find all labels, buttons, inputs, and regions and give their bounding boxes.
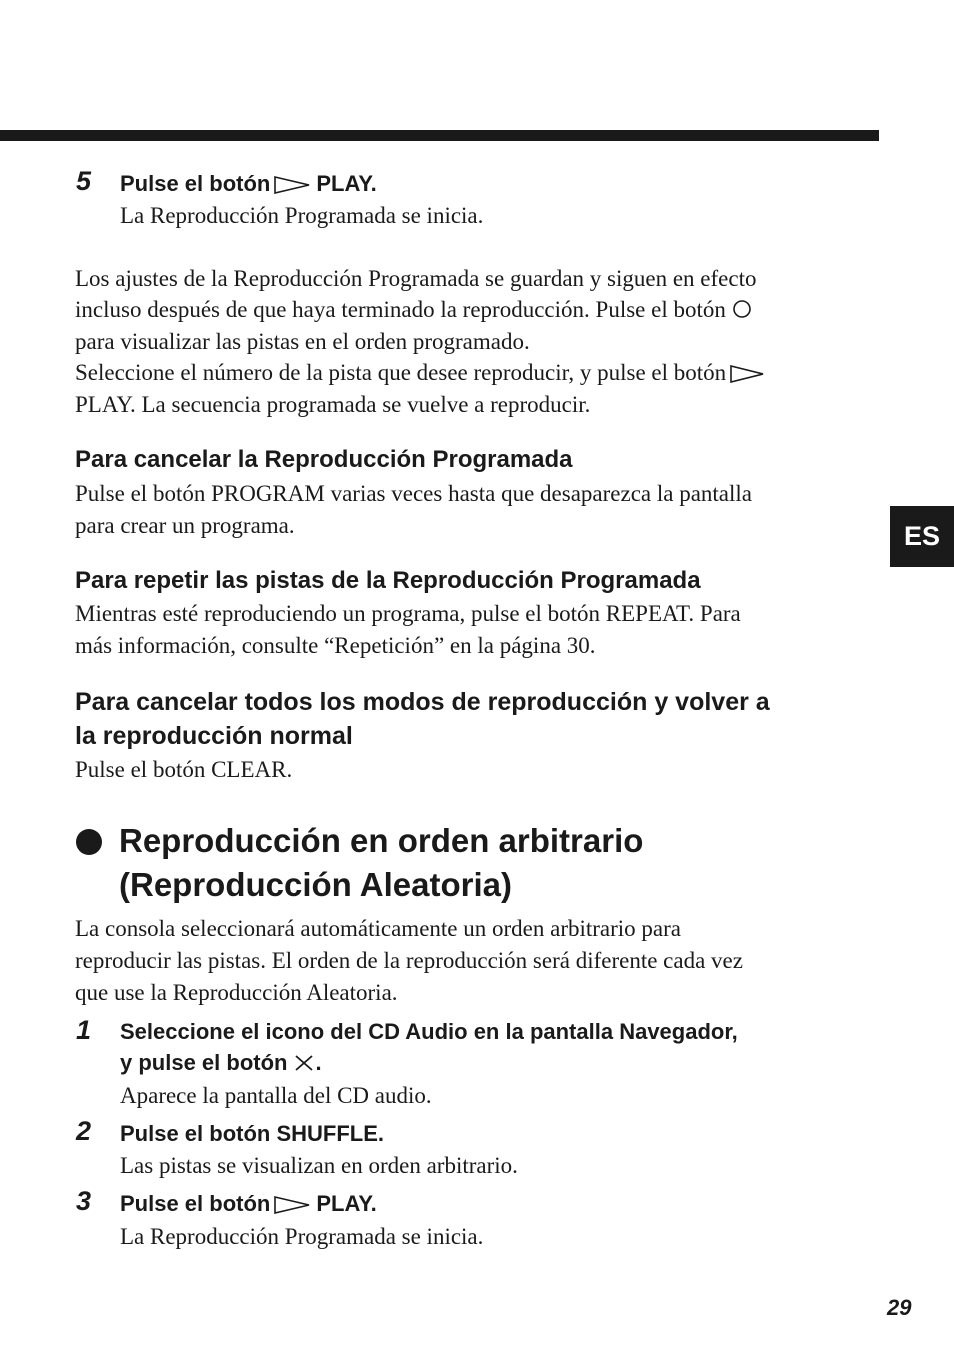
paragraph-line: Los ajustes de la Reproducción Programada se guardan y siguen en efecto bbox=[75, 266, 757, 291]
paragraph-text: Seleccione el número de la pista que desee reproducir, y pulse el botón bbox=[75, 360, 727, 385]
language-tab: ES bbox=[890, 506, 954, 567]
paragraph-line: que use la Reproducción Aleatoria. bbox=[75, 980, 398, 1005]
play-triangle-icon bbox=[730, 365, 764, 383]
step-label bbox=[120, 1048, 322, 1078]
paragraph-line: para crear un programa. bbox=[75, 513, 295, 538]
play-triangle-icon bbox=[274, 176, 310, 194]
step-desc: Aparece la pantalla del CD audio. bbox=[120, 1083, 432, 1108]
paragraph-line: La consola seleccionará automáticamente un orden arbitrario para bbox=[75, 916, 682, 941]
step-label bbox=[120, 1189, 377, 1219]
play-triangle-icon bbox=[274, 1196, 310, 1214]
paragraph-line: reproducir las pistas. El orden de la reproducción será diferente cada vez bbox=[75, 948, 743, 973]
step-label-pre: Pulse el botón bbox=[120, 171, 271, 196]
paragraph-line: Pulse el botón CLEAR. bbox=[75, 757, 293, 782]
paragraph-line: PLAY. La secuencia programada se vuelve a reproducir. bbox=[75, 392, 591, 417]
bullet-icon bbox=[76, 829, 102, 855]
paragraph-text: incluso después de que haya terminado la reproducción. Pulse el botón bbox=[75, 297, 726, 322]
step-label: Pulse el botón SHUFFLE. bbox=[120, 1121, 385, 1146]
step-label: Seleccione el icono del CD Audio en la pantalla Navegador, bbox=[120, 1019, 738, 1044]
circle-button-icon bbox=[732, 299, 752, 319]
step-desc: La Reproducción Programada se inicia. bbox=[120, 203, 484, 228]
cross-button-icon bbox=[293, 1054, 315, 1072]
page-number: 29 bbox=[887, 1295, 912, 1320]
paragraph-line: más información, consulte “Repetición” en la página 30. bbox=[75, 633, 596, 658]
section-title: Reproducción en orden arbitrario bbox=[119, 822, 644, 859]
step-label bbox=[120, 169, 377, 199]
step-label-post: . bbox=[315, 1050, 322, 1075]
paragraph-line: Pulse el botón PROGRAM varias veces hasta que desaparezca la pantalla bbox=[75, 481, 753, 506]
step-number: 1 bbox=[76, 1015, 92, 1045]
step-desc: La Reproducción Programada se inicia. bbox=[120, 1224, 484, 1249]
step-number: 3 bbox=[76, 1186, 92, 1216]
step-desc: Las pistas se visualizan en orden arbitrario. bbox=[120, 1153, 518, 1178]
paragraph-line: Mientras esté reproduciendo un programa, pulse el botón REPEAT. Para bbox=[75, 601, 741, 626]
subheading: Para cancelar la Reproducción Programada bbox=[75, 446, 573, 473]
step-label-post: PLAY. bbox=[316, 171, 377, 196]
paragraph-line bbox=[75, 294, 752, 326]
step-number: 5 bbox=[76, 166, 92, 196]
step-label-pre: Pulse el botón bbox=[120, 1191, 271, 1216]
step-label-post: PLAY. bbox=[316, 1191, 377, 1216]
section-title: (Reproducción Aleatoria) bbox=[119, 866, 512, 903]
step-number: 2 bbox=[76, 1116, 92, 1146]
subheading: la reproducción normal bbox=[75, 722, 353, 750]
subheading: Para cancelar todos los modos de reproducción y volver a bbox=[75, 688, 770, 716]
step-label-pre: y pulse el botón bbox=[120, 1050, 288, 1075]
paragraph-line: para visualizar las pistas en el orden programado. bbox=[75, 329, 530, 354]
subheading: Para repetir las pistas de la Reproducción Programada bbox=[75, 567, 701, 594]
paragraph-line bbox=[75, 357, 770, 389]
top-rule bbox=[0, 130, 879, 141]
